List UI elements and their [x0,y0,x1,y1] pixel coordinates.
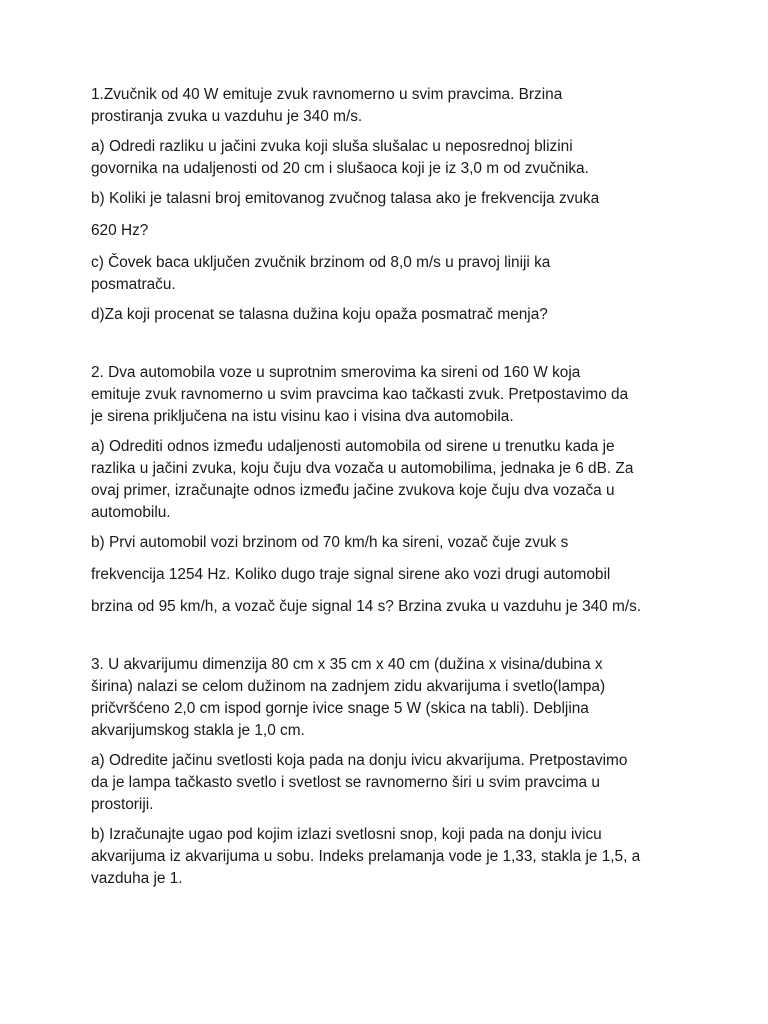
problem-1-part-a: a) Odredi razliku u jačini zvuka koji sluša slušalac u neposrednoj blizini govornika na udaljenosti od 20 cm i slušaoca koji je iz 3,0 m od zvučnika. [91,138,589,177]
problem-1-part-b-cont: 620 Hz? [91,222,149,239]
document-body [91,84,691,890]
problem-2-part-b-cont-1: frekvencija 1254 Hz. Koliko dugo traje signal sirene ako vozi drugi automobil [91,566,611,583]
problem-2-statement: 2. Dva automobila voze u suprotnim smerovima ka sireni od 160 W koja emituje zvuk ravnomerno u svim pravcima kao tačkasti zvuk. Pretpostavimo da je sirena priključena na istu visinu kao i visina dva automobila. [91,364,629,425]
problem-2-part-a: a) Odrediti odnos između udaljenosti automobila od sirene u trenutku kada je razlika u jačini zvuka, koju čuju dva vozača u automobilima, jednaka je 6 dB. Za ovaj primer, izračunajte odnos između jačine zvukova koje čuju dva vozača u automobilu. [91,438,634,521]
problem-2-part-b-cont-2: brzina od 95 km/h, a vozač čuje signal 14 s? Brzina zvuka u vazduhu je 340 m/s. [91,598,642,615]
problem-1-part-c: c) Čovek baca uključen zvučnik brzinom od 8,0 m/s u pravoj liniji ka posmatraču. [91,254,551,293]
problem-3-part-b: b) Izračunajte ugao pod kojim izlazi svetlosni snop, koji pada na donju ivicu akvarijuma iz akvarijuma u sobu. Indeks prelamanja vode je 1,33, stakla je 1,5, a vazduha je 1. [91,826,641,887]
problem-2-part-b: b) Prvi automobil vozi brzinom od 70 km/h ka sireni, vozač čuje zvuk s [91,534,569,551]
problem-1-part-d: d)Za koji procenat se talasna dužina koju opaža posmatrač menja? [91,306,548,323]
problem-2 [91,362,691,618]
problem-1-statement: 1.Zvučnik od 40 W emituje zvuk ravnomerno u svim pravcima. Brzina prostiranja zvuka u vazduhu je 340 m/s. [91,86,563,125]
problem-3-statement: 3. U akvarijumu dimenzija 80 cm x 35 cm x 40 cm (dužina x visina/dubina x širina) nalazi se celom dužinom na zadnjem zidu akvarijuma i svetlo(lampa) pričvršćeno 2,0 cm ispod gornje ivice snage 5 W (skica na tabli). Debljina akvarijumskog stakla je 1,0 cm. [91,656,606,739]
problem-3-part-a: a) Odredite jačinu svetlosti koja pada na donju ivicu akvarijuma. Pretpostavimo da je lampa tačkasto svetlo i svetlost se ravnomerno širi u svim pravcima u prostoriji. [91,752,628,813]
problem-1 [91,84,691,326]
problem-3 [91,654,691,890]
problem-1-part-b: b) Koliki je talasni broj emitovanog zvučnog talasa ako je frekvencija zvuka [91,190,600,207]
